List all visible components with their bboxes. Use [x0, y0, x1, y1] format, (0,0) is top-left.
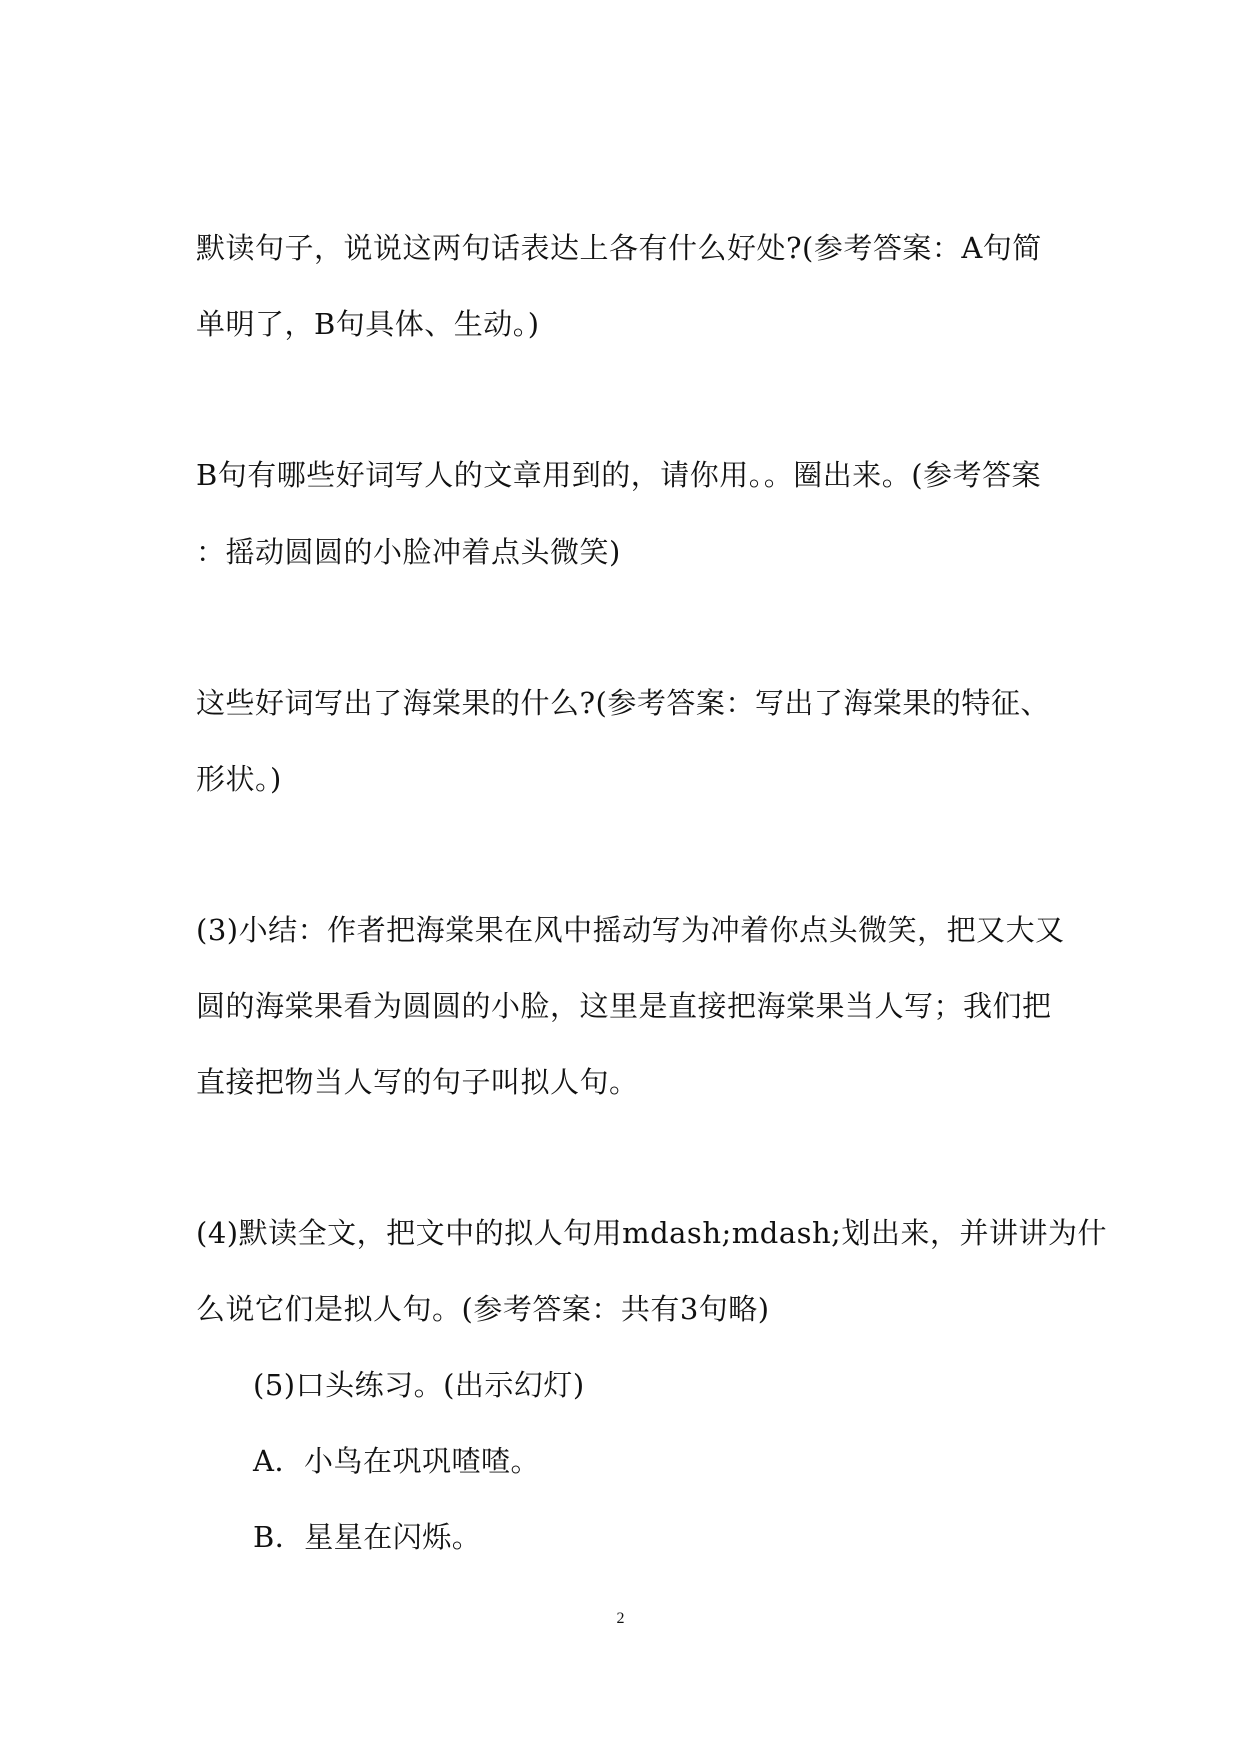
text-line: 这些好词写出了海棠果的什么?(参考答案：写出了海棠果的特征、: [196, 686, 1050, 720]
list-item: B．星星在闪烁。: [253, 1520, 482, 1554]
list-item: A．小鸟在巩巩喳喳。: [253, 1444, 540, 1478]
page-number: 2: [616, 1610, 625, 1627]
text-line: 么说它们是拟人句。(参考答案：共有3句略): [196, 1292, 770, 1326]
text-line: 圆的海棠果看为圆圆的小脸，这里是直接把海棠果当人写；我们把: [196, 989, 1052, 1023]
text-line: B句有哪些好词写人的文章用到的，请你用。。圈出来。(参考答案: [196, 458, 1042, 492]
text-line: ：摇动圆圆的小脸冲着点头微笑): [196, 535, 621, 569]
text-line: 默读句子，说说这两句话表达上各有什么好处?(参考答案：A句简: [196, 231, 1042, 265]
text-line: (4)默读全文，把文中的拟人句用mdash;mdash;划出来，并讲讲为什: [196, 1216, 1107, 1250]
text-line: 直接把物当人写的句子叫拟人句。: [196, 1065, 639, 1099]
text-line: (3)小结：作者把海棠果在风中摇动写为冲着你点头微笑，把又大又: [196, 913, 1065, 947]
text-line: (5)口头练习。(出示幻灯): [253, 1368, 585, 1402]
text-line: 单明了，B句具体、生动。): [196, 307, 540, 341]
text-line: 形状。): [196, 762, 282, 796]
